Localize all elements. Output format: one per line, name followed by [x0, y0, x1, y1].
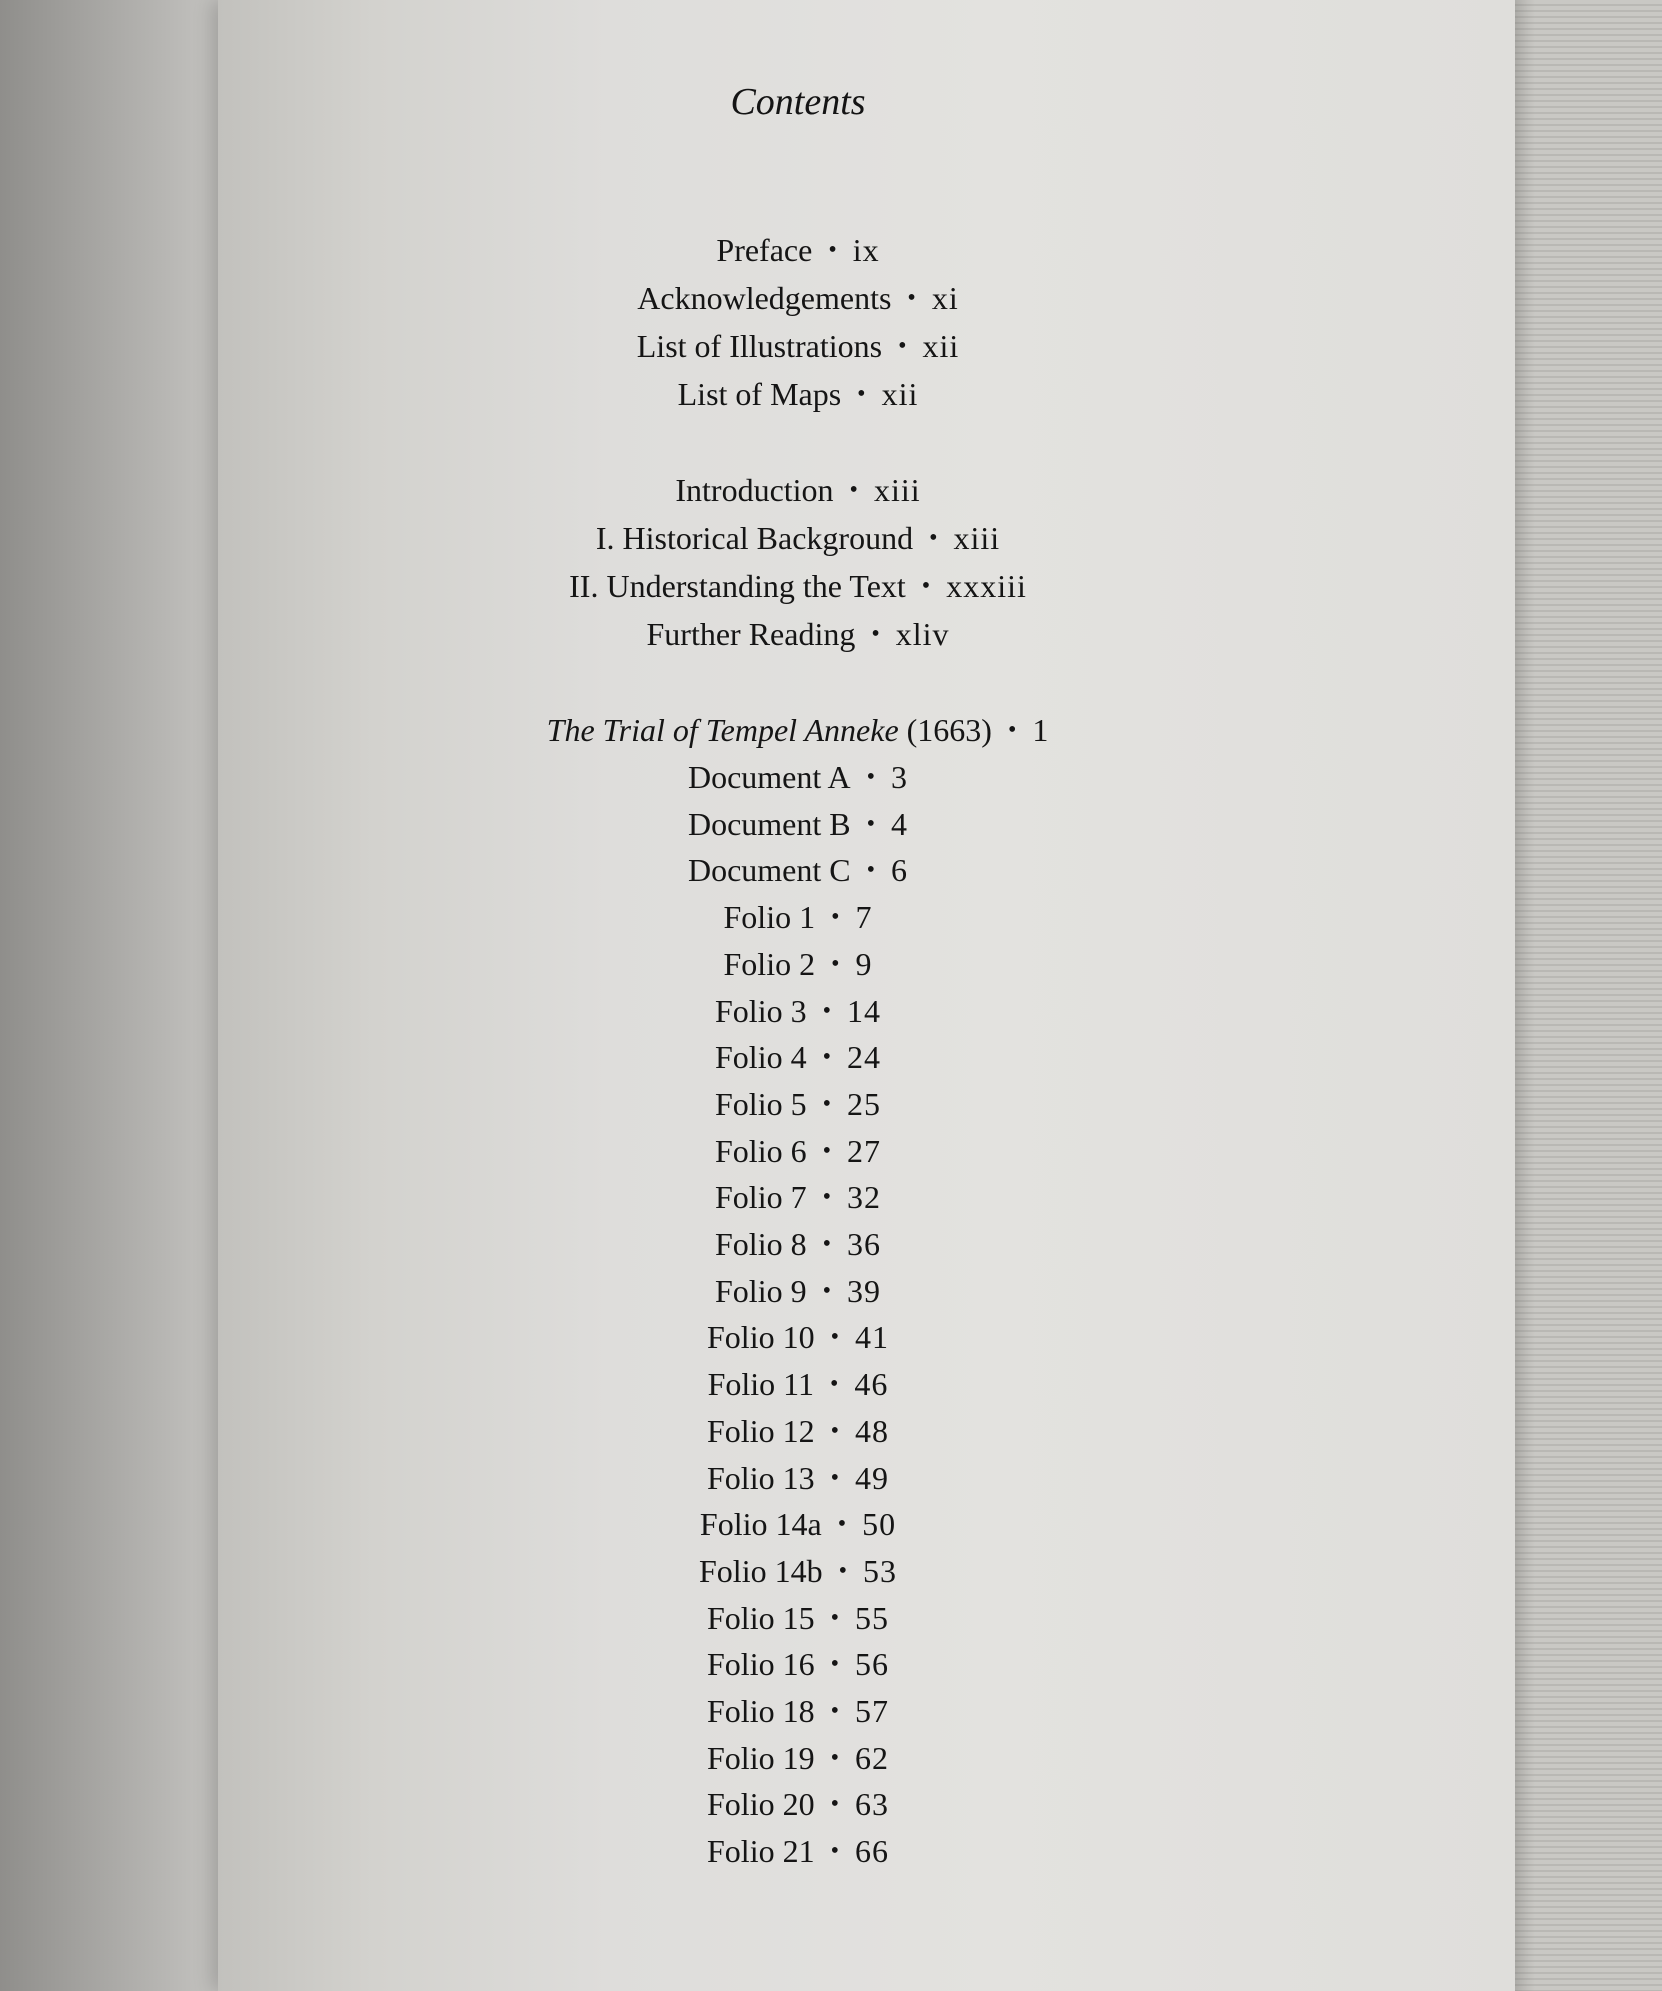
bullet-separator: •	[830, 1464, 839, 1491]
bullet-separator: •	[822, 1044, 831, 1071]
entry-page: 14	[846, 992, 881, 1029]
bullet-separator: •	[871, 621, 880, 647]
bullet-separator: •	[822, 1184, 831, 1211]
entry-page: 9	[855, 945, 873, 982]
entry-title: Introduction	[675, 472, 834, 508]
toc-entry	[218, 1738, 1378, 1778]
entry-page: 7	[855, 899, 873, 936]
toc-entry	[218, 804, 1378, 844]
entry-title: Folio 14a	[699, 1506, 822, 1543]
entry-title: Folio 6	[715, 1132, 807, 1169]
toc-entry	[218, 1831, 1378, 1871]
bullet-separator: •	[828, 237, 837, 263]
bullet-separator: •	[822, 1231, 831, 1257]
entry-page: 63	[854, 1786, 889, 1823]
trial-year: (1663)	[906, 712, 992, 748]
entry-page: 46	[854, 1366, 889, 1403]
entry-page: 62	[854, 1739, 889, 1776]
entry-page: 49	[854, 1459, 889, 1496]
entry-page: 3	[891, 759, 909, 795]
toc-entry	[218, 326, 1378, 366]
toc-entry	[218, 1784, 1378, 1824]
page-edges	[1495, 0, 1662, 1991]
toc-entry	[218, 1644, 1378, 1684]
bullet-separator: •	[921, 573, 931, 599]
toc-entry	[218, 1317, 1378, 1357]
bullet-separator: •	[822, 997, 831, 1024]
entry-page: 55	[854, 1599, 889, 1636]
entry-page: 32	[846, 1179, 881, 1216]
bullet-separator: •	[830, 1324, 839, 1351]
toc-entry	[218, 1598, 1378, 1638]
toc-entry	[218, 1131, 1378, 1171]
trial-title: The Trial of Tempel Anneke	[546, 712, 899, 748]
entry-title: Folio 20	[707, 1786, 815, 1823]
toc-entry	[218, 1224, 1378, 1264]
entry-title: Further Reading	[646, 616, 856, 652]
entry-title: Folio 2	[723, 945, 816, 982]
entry-title: Document B	[687, 805, 851, 842]
entry-title: Folio 15	[707, 1599, 815, 1636]
bullet-separator: •	[830, 1604, 839, 1631]
entry-page: 6	[891, 852, 909, 889]
bullet-separator: •	[822, 1090, 831, 1117]
entry-page: xxxiii	[946, 568, 1027, 604]
bullet-separator: •	[830, 1698, 839, 1724]
entry-title: Folio 4	[715, 1039, 807, 1076]
toc-entry	[218, 470, 1378, 510]
toc-entry	[218, 1364, 1378, 1404]
bullet-separator: •	[849, 477, 858, 503]
entry-page: ix	[852, 232, 880, 268]
bullet-separator: •	[838, 1557, 847, 1584]
bullet-separator: •	[866, 764, 876, 790]
toc-entry	[218, 374, 1378, 414]
toc-entry	[218, 850, 1378, 890]
toc-entry	[218, 230, 1378, 270]
bullet-separator: •	[830, 1651, 839, 1678]
toc-entry	[218, 1458, 1378, 1498]
entry-title: Folio 7	[715, 1179, 807, 1216]
entry-page: xiii	[953, 520, 1001, 556]
entry-title: Document C	[687, 852, 851, 889]
toc-entry	[218, 897, 1378, 937]
bullet-separator: •	[829, 1371, 839, 1398]
bullet-separator: •	[907, 285, 916, 311]
toc-entry	[218, 1504, 1378, 1544]
entry-title: Folio 9	[715, 1272, 807, 1309]
entry-title: Folio 3	[715, 992, 807, 1029]
entry-page: 25	[846, 1085, 881, 1122]
entry-title: List of Maps	[677, 376, 842, 412]
entry-title: Folio 8	[715, 1226, 807, 1262]
entry-page: xiii	[873, 472, 921, 508]
toc-entry	[218, 1551, 1378, 1591]
toc-entry	[218, 1271, 1378, 1311]
entry-page: 56	[854, 1646, 889, 1683]
entry-page: 24	[846, 1039, 881, 1076]
toc-entry	[218, 1177, 1378, 1217]
entry-page: 50	[862, 1506, 897, 1543]
toc-entry	[218, 991, 1378, 1031]
bullet-separator: •	[831, 950, 840, 977]
bullet-separator: •	[830, 1417, 839, 1444]
table-of-contents	[218, 0, 1515, 1991]
entry-page: 4	[891, 805, 909, 842]
toc-entry	[218, 944, 1378, 984]
bullet-separator: •	[898, 333, 907, 359]
bullet-separator: •	[866, 857, 876, 884]
bullet-separator: •	[822, 1137, 831, 1164]
entry-title: Folio 14b	[699, 1552, 823, 1589]
toc-entry-trial	[218, 710, 1378, 750]
entry-title: Folio 18	[707, 1693, 815, 1729]
entry-title: List of Illustrations	[636, 328, 883, 364]
entry-title: I. Historical Background	[595, 520, 914, 556]
bullet-separator: •	[857, 381, 866, 407]
bullet-separator: •	[929, 525, 938, 551]
bullet-separator: •	[866, 810, 876, 837]
bullet-separator: •	[830, 1744, 839, 1771]
bullet-separator: •	[830, 1791, 839, 1818]
entry-title: Folio 10	[707, 1319, 815, 1356]
entry-page: 66	[854, 1833, 889, 1870]
toc-entry	[218, 1411, 1378, 1451]
entry-title: Folio 21	[707, 1833, 815, 1870]
toc-entry	[218, 566, 1378, 606]
entry-title: Folio 12	[707, 1412, 815, 1449]
entry-page: 36	[846, 1226, 881, 1262]
entry-title: II. Understanding the Text	[569, 568, 906, 604]
entry-page: xliv	[895, 616, 950, 652]
toc-entry	[218, 614, 1378, 654]
entry-page: xii	[881, 376, 919, 412]
bullet-separator: •	[831, 904, 840, 931]
entry-title: Preface	[716, 232, 813, 268]
entry-title: Folio 19	[707, 1739, 815, 1776]
bullet-separator: •	[1007, 717, 1017, 743]
entry-page: 39	[846, 1272, 881, 1309]
entry-title: Folio 16	[707, 1646, 815, 1683]
entry-title: Folio 11	[707, 1366, 814, 1403]
bullet-separator: •	[837, 1511, 847, 1538]
entry-page: 27	[846, 1132, 881, 1169]
entry-title: Acknowledgements	[637, 280, 892, 316]
entry-page: 1	[1032, 712, 1050, 748]
entry-title: Folio 5	[715, 1085, 807, 1122]
entry-page: xii	[922, 328, 960, 364]
toc-entry	[218, 278, 1378, 318]
book-page	[218, 0, 1515, 1991]
toc-entry	[218, 518, 1378, 558]
toc-entry	[218, 1691, 1378, 1731]
entry-page: 57	[854, 1693, 889, 1729]
toc-entry	[218, 757, 1378, 797]
entry-title: Document A	[687, 759, 851, 795]
bullet-separator: •	[822, 1277, 831, 1304]
toc-entry	[218, 1084, 1378, 1124]
entry-page: xi	[931, 280, 959, 316]
left-page-shadow	[0, 0, 235, 1991]
entry-page: 53	[862, 1552, 897, 1589]
contents-heading: Contents	[730, 81, 866, 123]
toc-entry	[218, 1037, 1378, 1077]
entry-page: 41	[854, 1319, 889, 1356]
bullet-separator: •	[830, 1838, 839, 1865]
entry-title: Folio 1	[723, 899, 816, 936]
entry-page: 48	[854, 1412, 889, 1449]
entry-title: Folio 13	[707, 1459, 815, 1496]
